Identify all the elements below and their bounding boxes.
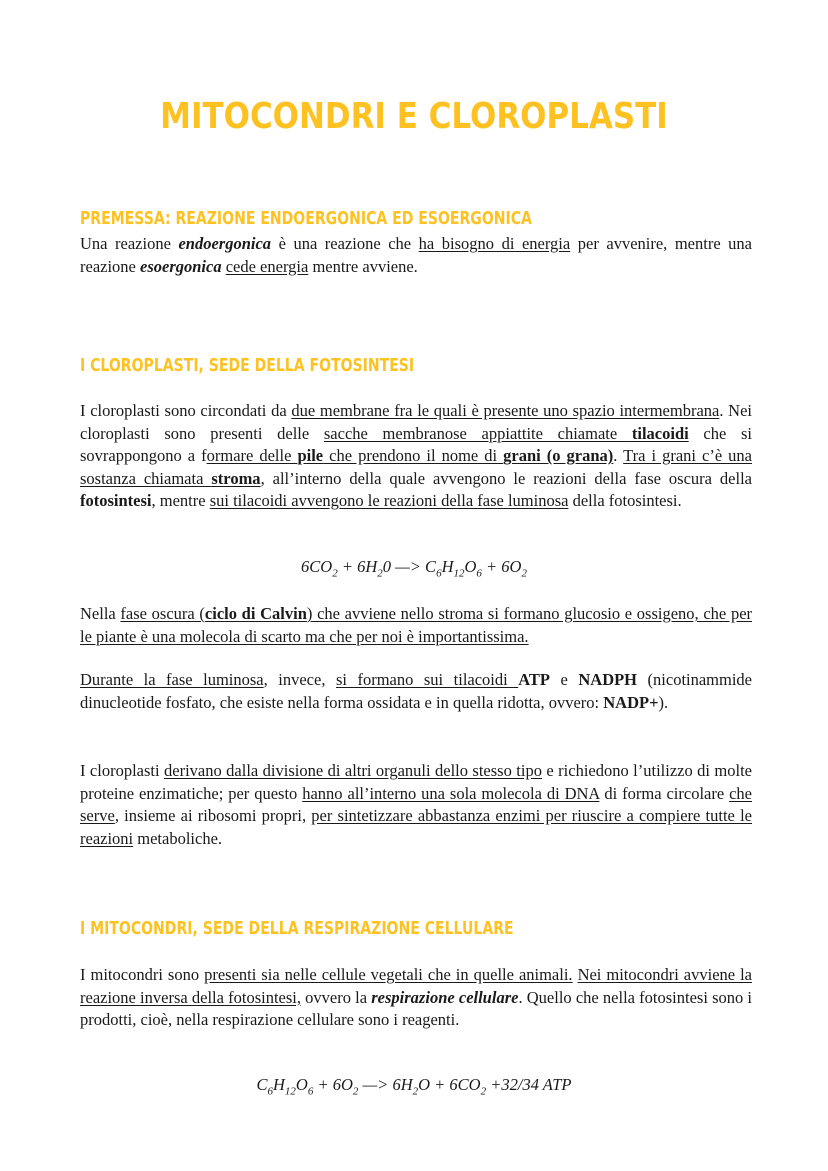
page-title: MITOCONDRI E CLOROPLASTI [160,96,668,137]
eq-text: H [272,1075,285,1094]
underlined-text: ormare delle [206,446,298,465]
eq-subscript: 2 [480,1085,487,1098]
underlined-text: sacche membranose appiattite chiamate [323,423,632,443]
eq-text: + 6O [313,1075,353,1094]
underlined-text: ) che avviene nello stroma si formano glucosio e ossigeno, che per le piante è una molecola di scarto ma che per noi è importantissima. [80,604,753,646]
eq-subscript: 6 [267,1085,273,1098]
eq-text: O + 6CO [418,1075,481,1094]
paragraph-premessa [80,233,752,278]
text-run: per avvenire, mentre una reazione [80,234,753,276]
eq-subscript: 6 [307,1085,314,1098]
underlined-text: che serve [80,783,753,825]
eq-text: O [295,1075,308,1094]
eq-text: H [441,557,454,576]
eq-subscript: 2 [412,1085,419,1098]
eq-subscript: 2 [332,567,338,580]
text-run: . Quello che nella fotosintesi sono i prodotti, cioè, nella respirazione cellulare sono i reagenti. [80,987,753,1029]
text-run: I cloroplasti [80,761,165,780]
eq-text: —> 6H [358,1075,413,1094]
paragraph-cloroplasti-3 [80,669,752,714]
eq-subscript: 12 [453,567,465,580]
text-run: Nella [80,604,121,623]
term-ciclo-calvin: ciclo di Calvin [204,604,307,623]
text-run: ). [658,692,669,712]
underlined-text: presenti sia nelle cellule vegetali che in quelle animali. [204,965,573,984]
equation-respirazione [0,1075,828,1097]
eq-subscript: 6 [436,567,442,580]
section-heading-cloroplasti: I CLOROPLASTI, SEDE DELLA FOTOSINTESI [80,355,415,376]
term-esoergonica: esoergonica [140,256,222,276]
term-grani: grani (o grana) [503,446,614,465]
text-run: . [613,446,624,465]
text-run: , invece, [263,670,336,689]
paragraph-cloroplasti-4 [80,760,752,850]
equation-fotosintesi [0,557,828,579]
text-run: Una reazione [80,234,179,253]
term-fotosintesi: fotosintesi [80,491,152,510]
term-stroma: stroma [211,468,261,488]
eq-subscript: 2 [352,1085,359,1098]
paragraph-cloroplasti-2 [80,603,752,648]
underlined-text: Tra i grani c’è una sostanza chiamata [80,446,752,488]
term-tilacoidi: tilacoidi [631,423,689,443]
underlined-text: due membrane fra le quali è presente uno spazio intermembrana [291,401,720,420]
paragraph-cloroplasti-1 [80,400,752,513]
eq-text: C [256,1075,268,1094]
paragraph-mitocondri [80,964,752,1032]
text-run: di forma circolare [599,783,730,803]
term-respirazione-cellulare: respirazione cellulare [371,987,519,1007]
text-run: (nicotinammide dinucleotide fosfato, che esiste nella forma ossidata e in quella ridotta, ovvero: [80,670,753,712]
eq-subscript: 2 [521,567,527,580]
eq-text: +32/34 ATP [486,1075,572,1094]
text-run: e richiedono l’utilizzo di molte proteine enzimatiche; per questo [80,761,752,803]
term-atp: ATP [518,670,551,689]
underlined-text: Nei mitocondri avviene la reazione inversa della fotosintesi, [80,965,753,1007]
text-run: . Nei cloroplasti sono presenti delle [80,401,752,443]
term-nadph: NADPH [578,670,638,689]
eq-text: 0 —> C [382,557,437,576]
section-heading-mitocondri: I MITOCONDRI, SEDE DELLA RESPIRAZIONE CELLULARE [80,918,514,939]
text-run: metaboliche. [133,828,223,848]
text-run: I cloroplasti sono circondati da [80,401,292,420]
text-run: ovvero la [301,987,372,1007]
underlined-text: che prendono il nome di [323,446,504,465]
text-run: , all’interno della quale avvengono le reazioni della fase oscura della [260,468,752,488]
underlined-text: sui tilacoidi avvengono le reazioni della fase luminosa [209,491,569,510]
underlined-text: ha bisogno di energia [418,234,571,253]
eq-text: + 6O [481,557,522,576]
underlined-text: per sintetizzare abbastanza enzimi per riuscire a compiere tutte le reazioni [80,806,752,848]
section-heading-premessa: PREMESSA: REAZIONE ENDOERGONICA ED ESOERGONICA [80,208,532,229]
term-nadp: NADP+ [603,692,659,712]
eq-subscript: 2 [377,567,383,580]
eq-text: + 6H [337,557,378,576]
text-run: è una reazione che [271,234,419,253]
text-run: che si sovrappongono a f [80,423,753,465]
text-run: , insieme ai ribosomi propri, [114,806,312,825]
underlined-text: si formano sui tilacoidi [335,670,519,689]
underlined-text: fase oscura ( [120,604,205,623]
text-run: della fotosintesi. [568,491,682,510]
term-endoergonica: endoergonica [178,234,272,253]
eq-subscript: 6 [476,567,482,580]
underlined-text: cede energia [225,256,309,276]
underlined-text: Durante la fase luminosa [80,670,264,689]
text-run: , mentre [151,491,210,510]
eq-text: O [464,557,477,576]
underlined-text: hanno all’interno una sola molecola di DNA [302,783,600,803]
eq-subscript: 12 [284,1085,296,1098]
eq-text: 6CO [301,557,333,576]
text-run: e [550,670,579,689]
text-run: mentre avviene. [308,256,418,276]
underlined-text: derivano dalla divisione di altri organuli dello stesso tipo [164,761,542,780]
term-pile: pile [297,446,324,465]
text-run: I mitocondri sono [80,965,205,984]
